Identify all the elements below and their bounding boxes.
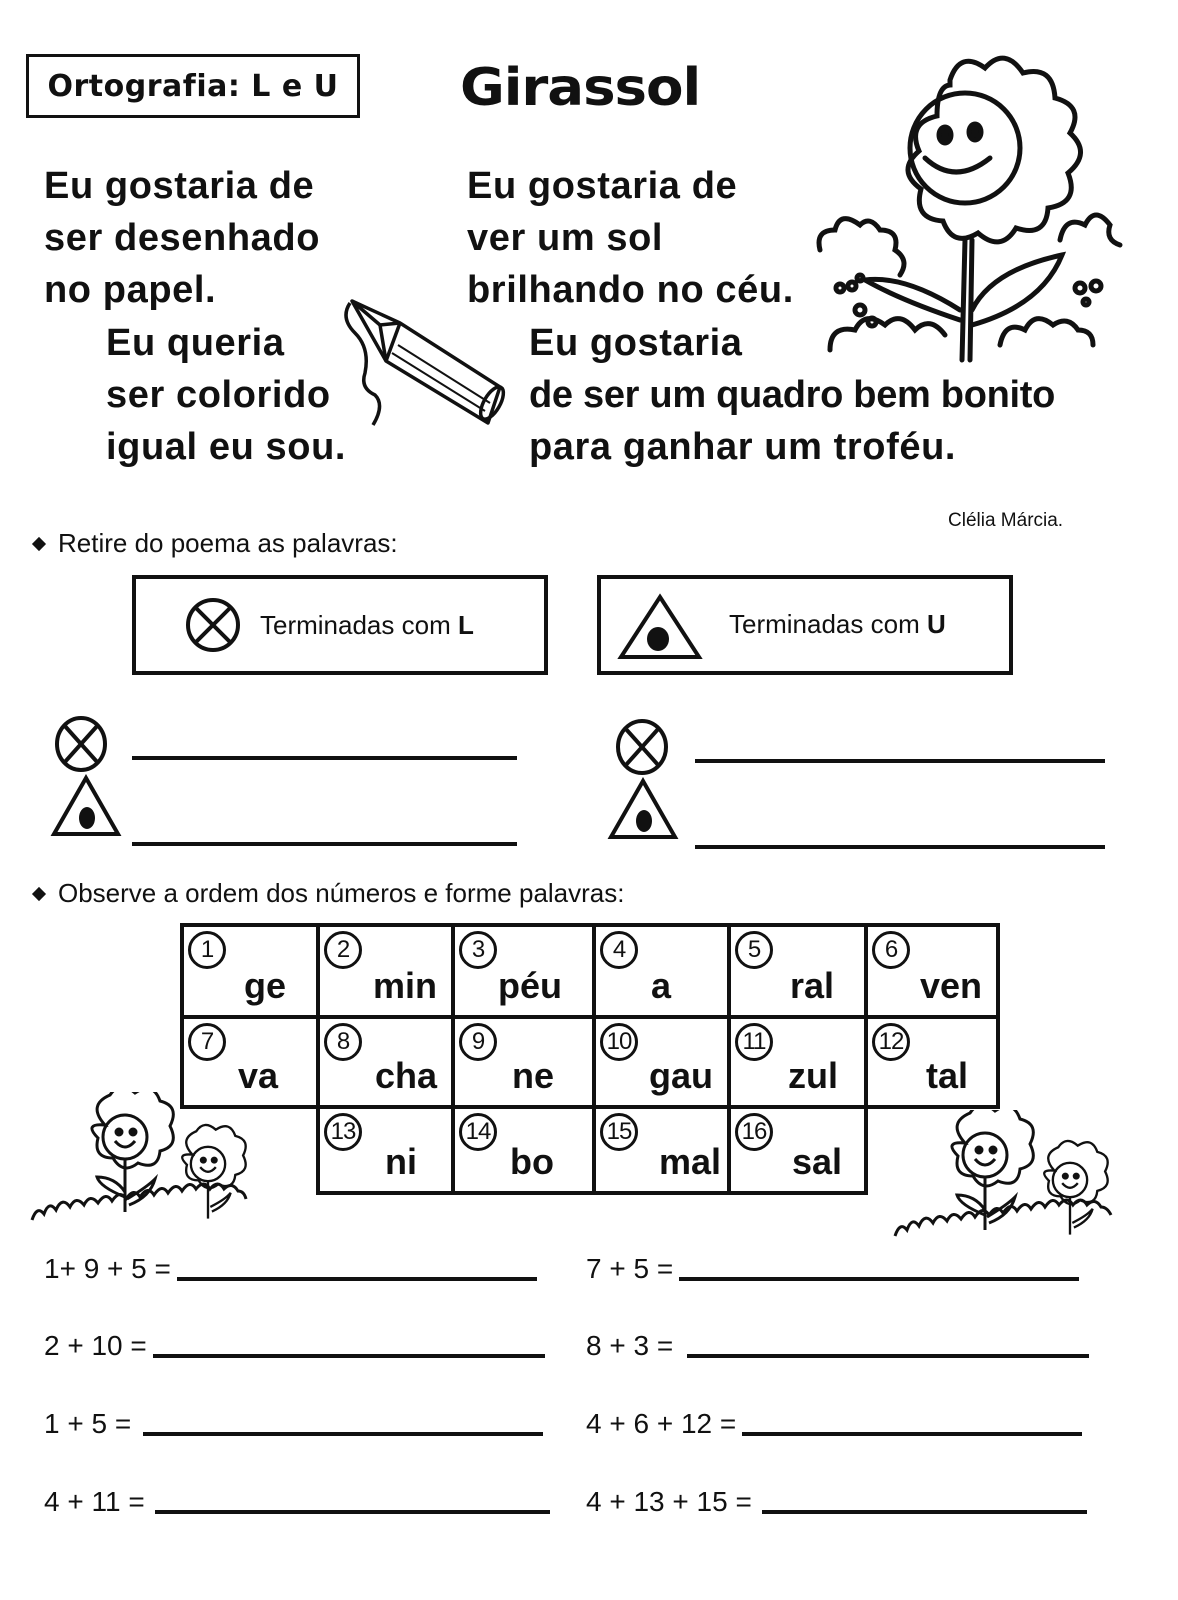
poem-line: para ganhar um troféu. [529,426,957,468]
syllable: ven [919,965,982,1006]
circle-x-icon [52,715,110,773]
syllable: tal [925,1055,968,1096]
answer-line[interactable] [687,1354,1089,1358]
equation-expression: 1 + 5 = [44,1408,132,1439]
poem-line: brilhando no céu. [467,269,794,311]
syllable: min [372,965,437,1006]
answer-line[interactable] [132,756,517,760]
grid-cell [592,1015,731,1109]
bullet-diamond-icon [32,536,46,550]
exercise2-instruction [32,878,624,909]
syllable: bo [510,1141,554,1182]
number-circle: 6 [872,931,910,969]
grid-cell [864,923,1000,1019]
poem-stanza-3 [106,317,346,473]
flowers-right-illustration-icon [890,1110,1130,1240]
legend-box-l [132,575,548,675]
number-circle: 4 [600,931,638,969]
syllable: va [237,1055,278,1096]
topic-label: Ortografia: L e U [47,68,339,104]
poem-line: ser colorido [106,374,331,416]
grid-cell [592,923,731,1019]
number-circle: 13 [324,1113,362,1151]
flowers-left-illustration-icon [30,1092,260,1222]
pencil-illustration-icon [340,295,515,445]
instruction-text: Observe a ordem dos números e forme palavras: [58,878,625,908]
legend-label-text: Terminadas com [729,609,927,639]
equation [44,1253,537,1285]
equation [44,1486,550,1518]
grid-cell [451,1105,596,1195]
grid-cell [451,1015,596,1109]
page-title: Girassol [460,58,701,118]
answer-line[interactable] [695,845,1105,849]
grid-cell [592,1105,731,1195]
grid-cell [316,1105,455,1195]
poem-stanza-2 [467,160,794,316]
answer-line[interactable] [177,1277,537,1281]
grid-cell [727,1015,868,1109]
equation-expression: 4 + 11 = [44,1486,145,1517]
circle-x-icon [184,596,242,654]
poem-line: ver um sol [467,217,664,259]
equation-expression: 4 + 6 + 12 = [586,1408,737,1439]
number-circle: 5 [735,931,773,969]
legend-letter: U [926,609,946,639]
grid-cell [316,1015,455,1109]
syllable: ne [511,1055,554,1096]
equation-expression: 1+ 9 + 5 = [44,1253,171,1284]
poem-line: ser desenhado [44,217,321,259]
syllable: sal [791,1141,842,1182]
poem-line: no papel. [44,269,217,311]
legend-label-text: Terminadas com [260,609,458,640]
equation [586,1408,1082,1440]
syllable: ral [789,965,834,1006]
poem-line: Eu queria [106,322,285,364]
equation-expression: 8 + 3 = [586,1330,674,1361]
number-circle: 10 [600,1023,638,1061]
legend-label-l [260,610,474,641]
number-circle: 1 [188,931,226,969]
poem-line: igual eu sou. [106,426,347,468]
syllable: ge [243,965,286,1006]
equation-expression: 7 + 5 = [586,1253,674,1284]
answer-line[interactable] [153,1354,545,1358]
equation-expression: 2 + 10 = [44,1330,147,1361]
grid-cell [727,923,868,1019]
number-circle: 16 [735,1113,773,1151]
poem-line: Eu gostaria [529,322,743,364]
number-circle: 12 [872,1023,910,1061]
poem-stanza-1 [44,160,320,316]
equation [44,1330,545,1362]
syllable: péu [497,965,562,1006]
number-circle: 7 [188,1023,226,1061]
answer-line[interactable] [143,1432,543,1436]
poem-line: de ser um quadro bem bonito [529,374,1056,416]
answer-line[interactable] [679,1277,1079,1281]
grid-cell [727,1105,868,1195]
syllable: mal [658,1141,721,1182]
syllable: gau [648,1055,713,1096]
grid-cell [864,1015,1000,1109]
exercise1-instruction [32,528,398,559]
number-circle: 11 [735,1023,773,1061]
poem-line: Eu gostaria de [467,165,738,207]
equation [586,1330,1089,1362]
bullet-diamond-icon [32,886,46,900]
answer-line[interactable] [742,1432,1082,1436]
answer-line[interactable] [155,1510,550,1514]
circle-x-icon [613,718,671,776]
triangle-dot-icon [607,777,679,841]
instruction-text: Retire do poema as palavras: [58,528,398,558]
triangle-dot-icon [617,593,703,661]
grid-cell [180,923,320,1019]
answer-line[interactable] [762,1510,1087,1514]
legend-box-u [597,575,1013,675]
syllable: cha [374,1055,437,1096]
topic-box [26,54,360,118]
equation [586,1253,1079,1285]
equation [44,1408,543,1440]
poem-line: Eu gostaria de [44,165,315,207]
poem-stanza-4 [529,317,1055,473]
legend-label-u [729,609,946,640]
answer-line[interactable] [695,759,1105,763]
poem-author: Clélia Márcia. [948,510,1064,531]
number-circle: 15 [600,1113,638,1151]
legend-letter: L [457,609,474,640]
syllable: ni [385,1141,417,1182]
grid-cell [451,923,596,1019]
number-circle: 8 [324,1023,362,1061]
syllable: a [650,965,671,1006]
number-circle: 3 [459,931,497,969]
number-circle: 2 [324,931,362,969]
number-circle: 14 [459,1113,497,1151]
triangle-dot-icon [50,774,122,838]
answer-line[interactable] [132,842,517,846]
syllable: zul [788,1055,838,1096]
number-circle: 9 [459,1023,497,1061]
equation [586,1486,1087,1518]
grid-cell [316,923,455,1019]
equation-expression: 4 + 13 + 15 = [586,1486,752,1517]
